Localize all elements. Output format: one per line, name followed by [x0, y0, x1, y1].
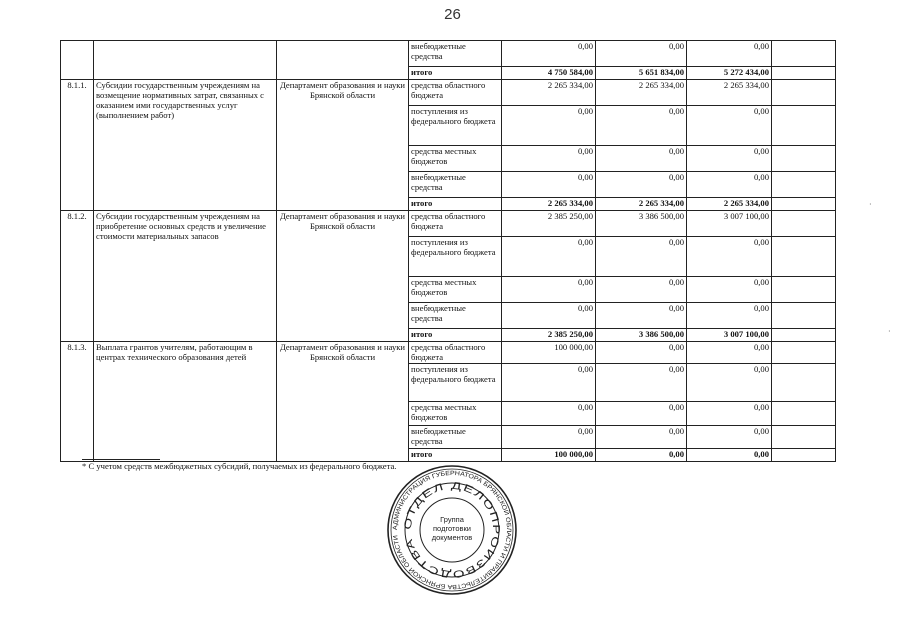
trailing-cell: [772, 145, 836, 171]
value-year-2: 3 386 500,00: [596, 328, 687, 341]
trailing-cell: [772, 41, 836, 67]
value-year-1: 0,00: [502, 302, 596, 328]
svg-text:АДМИНИСТРАЦИЯ ГУБЕРНАТОРА БРЯН: АДМИНИСТРАЦИЯ ГУБЕРНАТОРА БРЯНСКОЙ ОБЛАСТИ И ПРАВИТЕЛЬСТВА БРЯНСКОЙ ОБЛАСТИ: [391, 469, 513, 591]
item-code: 8.1.2.: [61, 210, 94, 341]
value-year-2: 2 265 334,00: [596, 79, 687, 105]
value-year-2: 0,00: [596, 341, 687, 364]
trailing-cell: [772, 276, 836, 302]
funding-source: итого: [409, 67, 502, 80]
value-year-3: 2 265 334,00: [687, 197, 772, 210]
value-year-1: 0,00: [502, 145, 596, 171]
trailing-cell: [772, 210, 836, 236]
funding-source: поступления из федерального бюджета: [409, 236, 502, 276]
trailing-cell: [772, 449, 836, 462]
svg-text:Группаподготовкидокументов: Группа подготовки документов: [431, 515, 473, 542]
trailing-cell: [772, 197, 836, 210]
value-year-2: 0,00: [596, 449, 687, 462]
value-year-3: 0,00: [687, 449, 772, 462]
value-year-3: 0,00: [687, 364, 772, 402]
stamp-seal-icon: [386, 464, 518, 596]
value-year-3: 0,00: [687, 145, 772, 171]
value-year-3: 0,00: [687, 41, 772, 67]
item-code-cell: [61, 41, 94, 80]
value-year-3: 0,00: [687, 341, 772, 364]
value-year-3: 0,00: [687, 236, 772, 276]
value-year-2: 0,00: [596, 171, 687, 197]
funding-source: итого: [409, 197, 502, 210]
value-year-3: 5 272 434,00: [687, 67, 772, 80]
value-year-1: 100 000,00: [502, 449, 596, 462]
department: Департамент образования и науки Брянской области: [277, 210, 409, 341]
item-title: Субсидии государственным учреждениям на возмещение нормативных затрат, связанных с оказанием ими государственных услуг (выполнением работ): [94, 79, 277, 210]
value-year-2: 0,00: [596, 236, 687, 276]
value-year-3: 3 007 100,00: [687, 210, 772, 236]
value-year-2: 0,00: [596, 402, 687, 426]
edge-mark: ·: [888, 327, 891, 336]
value-year-1: 2 385 250,00: [502, 210, 596, 236]
item-title: Выплата грантов учителям, работающим в центрах технического образования детей: [94, 341, 277, 461]
value-year-3: 0,00: [687, 302, 772, 328]
official-stamp: [386, 464, 518, 601]
funding-source: средства местных бюджетов: [409, 145, 502, 171]
item-title-cell: [94, 41, 277, 80]
trailing-cell: [772, 328, 836, 341]
funding-source: средства областного бюджета: [409, 341, 502, 364]
table-row: [61, 79, 836, 105]
value-year-3: 2 265 334,00: [687, 79, 772, 105]
department: Департамент образования и науки Брянской области: [277, 341, 409, 461]
trailing-cell: [772, 171, 836, 197]
funding-source: поступления из федерального бюджета: [409, 364, 502, 402]
funding-source: средства местных бюджетов: [409, 402, 502, 426]
funding-source: средства местных бюджетов: [409, 276, 502, 302]
trailing-cell: [772, 67, 836, 80]
value-year-2: 0,00: [596, 145, 687, 171]
table-row: [61, 341, 836, 364]
value-year-1: 4 750 584,00: [502, 67, 596, 80]
funding-source: внебюджетные средства: [409, 426, 502, 449]
value-year-3: 0,00: [687, 171, 772, 197]
table-row: [61, 210, 836, 236]
funding-source: средства областного бюджета: [409, 210, 502, 236]
item-code: 8.1.3.: [61, 341, 94, 461]
value-year-1: 100 000,00: [502, 341, 596, 364]
value-year-1: 2 265 334,00: [502, 79, 596, 105]
value-year-3: 3 007 100,00: [687, 328, 772, 341]
value-year-1: 2 265 334,00: [502, 197, 596, 210]
footnote: * С учетом средств межбюджетных субсидий, получаемых из федерального бюджета.: [82, 461, 397, 471]
value-year-2: 0,00: [596, 426, 687, 449]
trailing-cell: [772, 105, 836, 145]
value-year-3: 0,00: [687, 402, 772, 426]
value-year-1: 0,00: [502, 364, 596, 402]
department: Департамент образования и науки Брянской области: [277, 79, 409, 210]
funding-source: внебюджетные средства: [409, 171, 502, 197]
value-year-1: 0,00: [502, 276, 596, 302]
value-year-1: 0,00: [502, 236, 596, 276]
trailing-cell: [772, 364, 836, 402]
value-year-2: 0,00: [596, 41, 687, 67]
funding-source: внебюджетные средства: [409, 302, 502, 328]
funding-source: итого: [409, 449, 502, 462]
value-year-2: 2 265 334,00: [596, 197, 687, 210]
value-year-2: 0,00: [596, 276, 687, 302]
svg-text:ОТДЕЛ ДЕЛОПРОИЗВОДСТВА: ОТДЕЛ ДЕЛОПРОИЗВОДСТВА: [402, 480, 502, 580]
value-year-1: 0,00: [502, 402, 596, 426]
table-row: [61, 41, 836, 67]
funding-source: поступления из федерального бюджета: [409, 105, 502, 145]
value-year-2: 0,00: [596, 105, 687, 145]
funding-source: итого: [409, 328, 502, 341]
value-year-1: 2 385 250,00: [502, 328, 596, 341]
footnote-rule: [82, 459, 160, 460]
department-cell: [277, 41, 409, 80]
value-year-3: 0,00: [687, 105, 772, 145]
value-year-2: 0,00: [596, 302, 687, 328]
trailing-cell: [772, 302, 836, 328]
funding-source: внебюджетные средства: [409, 41, 502, 67]
value-year-1: 0,00: [502, 41, 596, 67]
trailing-cell: [772, 341, 836, 364]
value-year-2: 3 386 500,00: [596, 210, 687, 236]
value-year-3: 0,00: [687, 426, 772, 449]
value-year-1: 0,00: [502, 171, 596, 197]
trailing-cell: [772, 402, 836, 426]
item-title: Субсидии государственным учреждениям на приобретение основных средств и увеличение стоимости материальных запасов: [94, 210, 277, 341]
trailing-cell: [772, 236, 836, 276]
value-year-3: 0,00: [687, 276, 772, 302]
trailing-cell: [772, 79, 836, 105]
funding-source: средства областного бюджета: [409, 79, 502, 105]
value-year-1: 0,00: [502, 426, 596, 449]
value-year-2: 0,00: [596, 364, 687, 402]
page-number: 26: [444, 6, 461, 23]
item-code: 8.1.1.: [61, 79, 94, 210]
value-year-1: 0,00: [502, 105, 596, 145]
budget-table: [60, 40, 836, 462]
value-year-2: 5 651 834,00: [596, 67, 687, 80]
edge-mark: ·: [869, 200, 872, 209]
trailing-cell: [772, 426, 836, 449]
